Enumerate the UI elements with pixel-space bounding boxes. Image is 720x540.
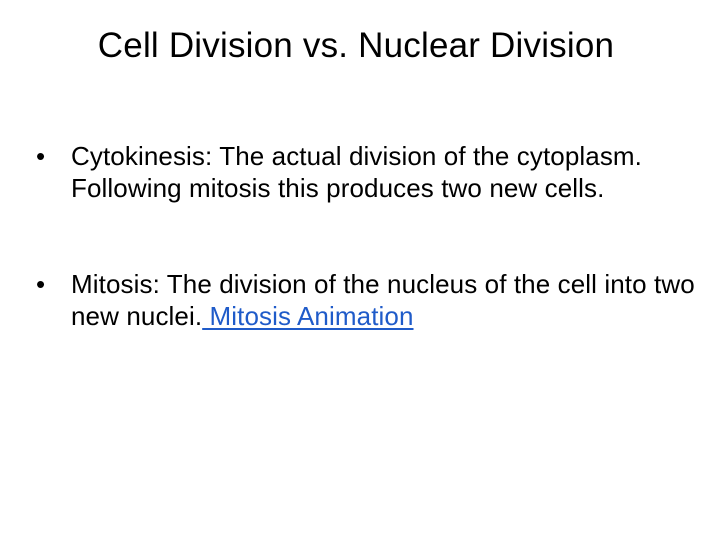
- bullet-list: [36, 140, 696, 332]
- bullet-item-mitosis: [36, 268, 696, 332]
- slide-title: Cell Division vs. Nuclear Division: [97, 26, 615, 65]
- bullet-text: Cytokinesis: The actual division of the cytoplasm. Following mitosis this produces two new cells.: [71, 141, 643, 203]
- bullet-icon: •: [36, 141, 46, 171]
- bullet-item-cytokinesis: [36, 140, 696, 204]
- bullet-text: Mitosis: The division of the nucleus of the cell into two new nuclei.: [71, 269, 695, 331]
- mitosis-animation-link[interactable]: Mitosis Animation: [202, 301, 414, 331]
- bullet-icon: •: [36, 269, 46, 299]
